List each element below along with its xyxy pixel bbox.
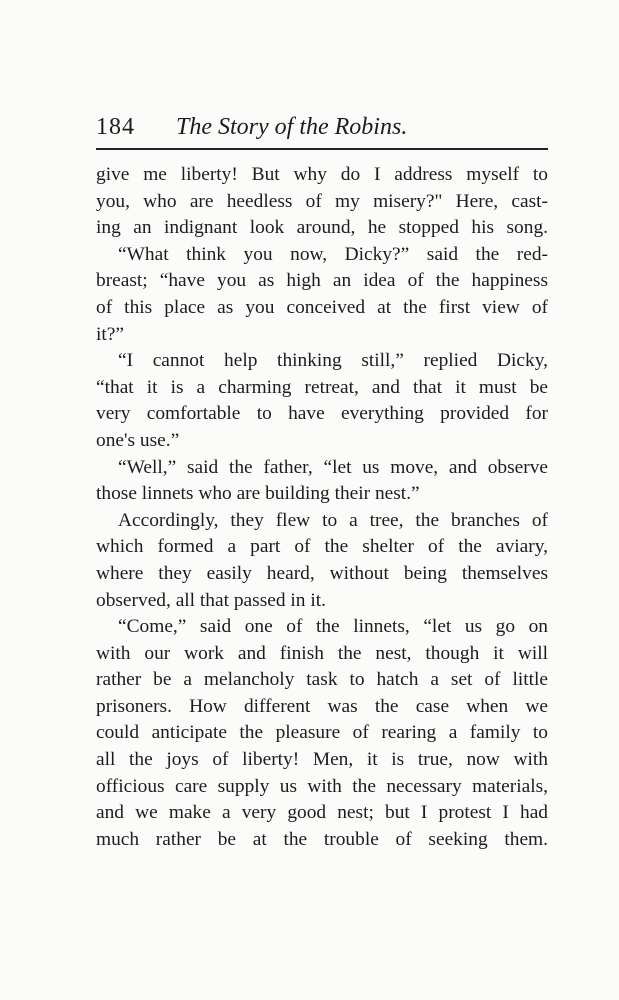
text-line: it?” (96, 323, 124, 345)
text-line: Accordingly, they flew to a tree, the branches of (118, 509, 548, 531)
text-line: very comfortable to have everything provided for (96, 403, 548, 425)
page-number: 184 (96, 114, 135, 140)
text-line: ing an indignant look around, he stopped his song. (96, 217, 548, 239)
text-line: which formed a part of the shelter of the aviary, (96, 536, 548, 558)
text-line: “that it is a charming retreat, and that it must be (96, 376, 548, 398)
text-line: much rather be at the trouble of seeking them. (96, 828, 548, 850)
text-line: one's use.” (96, 429, 180, 451)
text-line: of this place as you conceived at the first view of (96, 296, 548, 318)
text-line: you, who are heedless of my misery?" Here, cast- (96, 190, 548, 212)
text-line: could anticipate the pleasure of rearing a family to (96, 722, 548, 744)
text-line: rather be a melancholy task to hatch a set of little (96, 669, 548, 691)
text-line: breast; “have you as high an idea of the happiness (96, 270, 548, 292)
text-line: “Come,” said one of the linnets, “let us go on (118, 616, 548, 638)
body-text (96, 162, 548, 853)
text-line: officious care supply us with the necessary materials, (96, 775, 548, 797)
text-line: give me liberty! But why do I address myself to (96, 164, 548, 185)
text-line: with our work and finish the nest, though it will (96, 642, 548, 664)
text-line: prisoners. How different was the case when we (96, 695, 548, 717)
header-rule (96, 148, 548, 150)
page-header (96, 110, 544, 146)
text-line: those linnets who are building their nest.” (96, 483, 420, 505)
text-line: observed, all that passed in it. (96, 589, 326, 611)
text-line: “Well,” said the father, “let us move, and observe (118, 456, 548, 478)
running-title: The Story of the Robins. (176, 114, 408, 140)
text-line: all the joys of liberty! Men, it is true, now with (96, 749, 548, 771)
text-line: “What think you now, Dicky?” said the red- (118, 243, 548, 265)
text-line: where they easily heard, without being themselves (96, 562, 548, 584)
text-line: “I cannot help thinking still,” replied Dicky, (118, 350, 548, 372)
text-line: and we make a very good nest; but I protest I had (96, 802, 548, 824)
